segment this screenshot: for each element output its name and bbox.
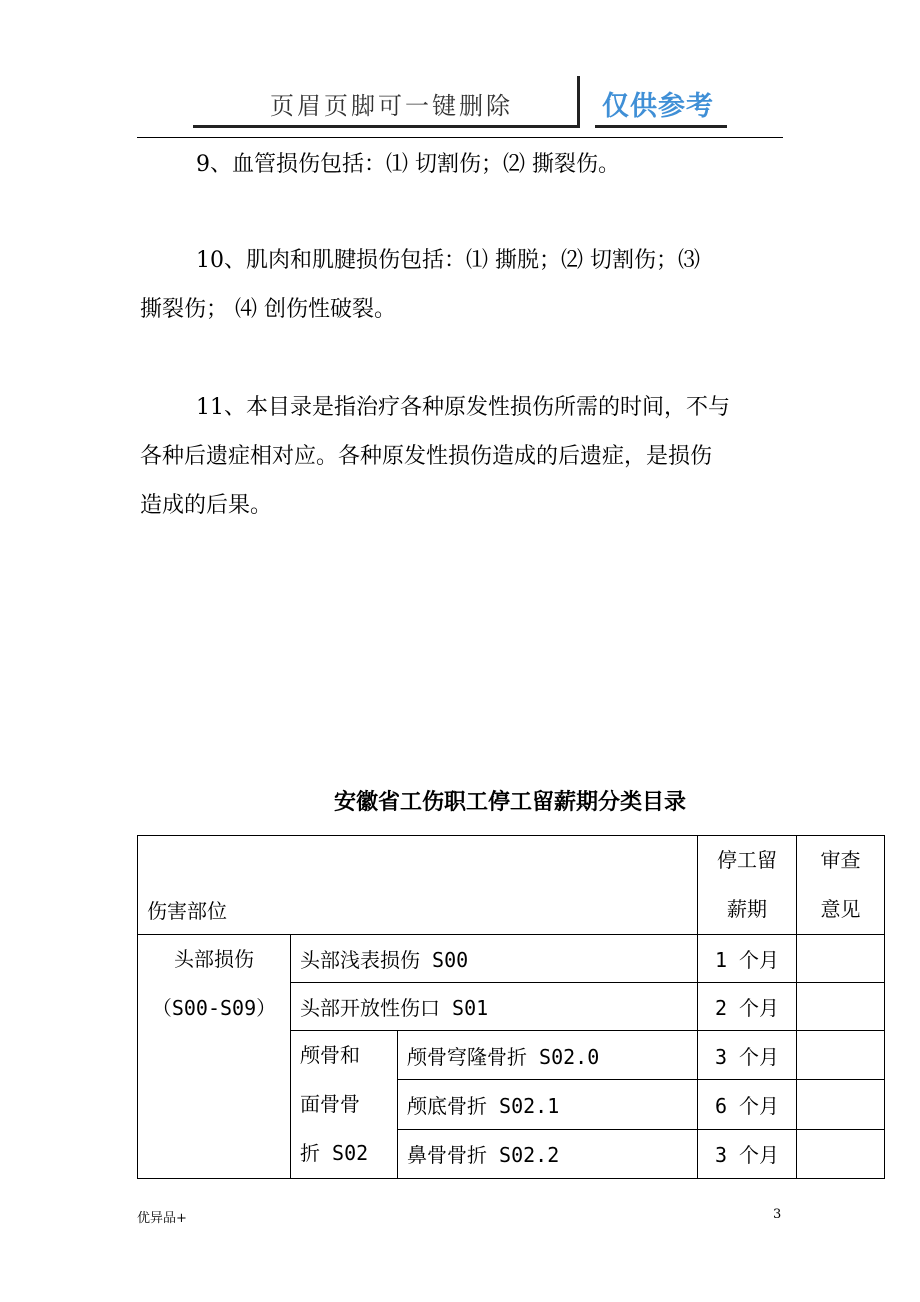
review-cell — [797, 1129, 885, 1178]
header-divider — [577, 76, 580, 128]
period-cell: 2 个月 — [698, 983, 797, 1031]
period-cell: 1 个月 — [698, 935, 797, 983]
header-right-text: 仅供参考 — [602, 91, 714, 122]
header-injury-site: 伤害部位 — [138, 836, 698, 935]
paragraph-11 — [140, 383, 786, 530]
review-cell — [797, 1080, 885, 1129]
item-cell: 头部开放性伤口 S01 — [291, 983, 698, 1031]
header-left-text: 页眉页脚可一键删除 — [270, 92, 513, 120]
table-title: 安徽省工伤职工停工留薪期分类目录 — [333, 790, 686, 815]
paragraph-9 — [140, 140, 786, 189]
paragraph-line: 10、肌肉和肌腱损伤包括：⑴ 撕脱；⑵ 切割伤；⑶ — [196, 248, 700, 273]
review-cell — [797, 983, 885, 1031]
footer-left-text: 优异品+ — [137, 1211, 187, 1226]
group-cell: 头部损伤 （S00-S09） — [138, 935, 291, 1179]
header-underline-left — [193, 125, 577, 128]
period-cell: 6 个月 — [698, 1080, 797, 1129]
header-underline-right — [595, 125, 727, 128]
header-rule — [137, 137, 783, 138]
paragraph-line: 造成的后果。 — [140, 493, 273, 518]
paragraph-10 — [140, 236, 786, 334]
page-number: 3 — [773, 1207, 782, 1222]
paragraph-line: 各种后遗症相对应。各种原发性损伤造成的后遗症，是损伤 — [140, 444, 713, 469]
paragraph-line: 11、本目录是指治疗各种原发性损伤所需的时间，不与 — [196, 395, 730, 420]
item-cell: 鼻骨骨折 S02.2 — [398, 1129, 698, 1178]
paragraph-line: 撕裂伤； ⑷ 创伤性破裂。 — [140, 297, 396, 322]
item-cell: 颅骨穹隆骨折 S02.0 — [398, 1031, 698, 1080]
header-period: 停工留 薪期 — [698, 836, 797, 935]
period-cell: 3 个月 — [698, 1031, 797, 1080]
review-cell — [797, 1031, 885, 1080]
injury-period-table — [137, 835, 885, 1179]
item-cell: 头部浅表损伤 S00 — [291, 935, 698, 983]
review-cell — [797, 935, 885, 983]
item-cell: 颅底骨折 S02.1 — [398, 1080, 698, 1129]
table-row — [138, 935, 885, 983]
table-header-row — [138, 836, 885, 935]
period-cell: 3 个月 — [698, 1129, 797, 1178]
header-review: 审查 意见 — [797, 836, 885, 935]
paragraph-line: 9、血管损伤包括：⑴ 切割伤；⑵ 撕裂伤。 — [196, 152, 620, 177]
subgroup-cell: 颅骨和 面骨骨 折 S02 — [291, 1031, 398, 1179]
